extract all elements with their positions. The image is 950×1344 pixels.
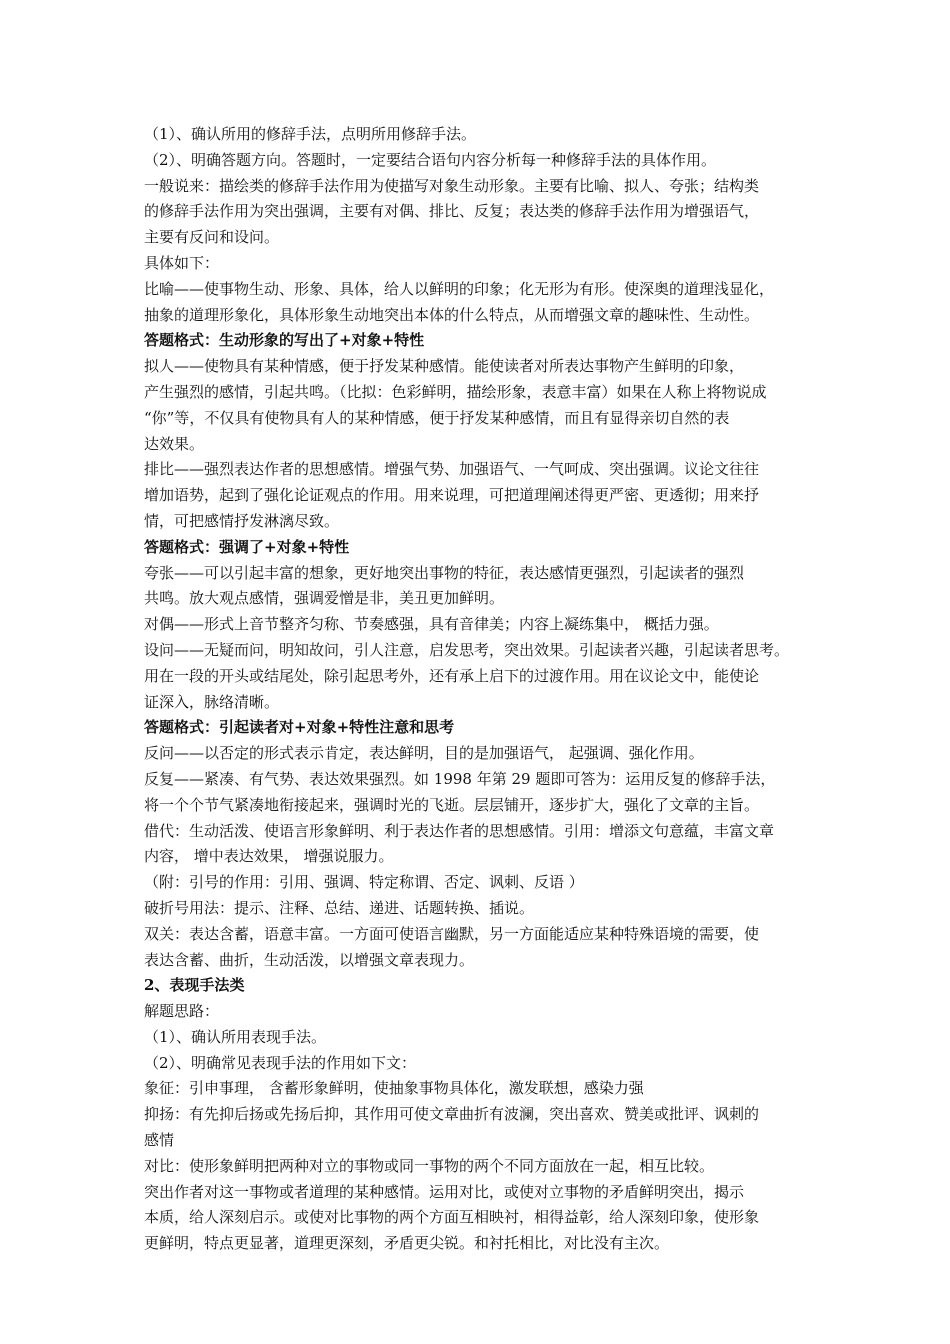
text-line: （1）、确认所用表现手法。 bbox=[144, 1027, 327, 1046]
text-line: 更鲜明，特点更显著，道理更深刻，矛盾更尖锐。和衬托相比，对比没有主次。 bbox=[144, 1234, 670, 1253]
text-line: 抽象的道理形象化，具体形象生动地突出本体的什么特点，从而增强文章的趣味性、生动性。 bbox=[144, 305, 760, 324]
text-line: 达效果。 bbox=[144, 434, 205, 453]
text-line: 主要有反问和设问。 bbox=[144, 228, 280, 247]
text-line: （2）、明确常见表现手法的作用如下文： bbox=[144, 1053, 417, 1072]
text-line: 的修辞手法作用为突出强调，主要有对偶、排比、反复；表达类的修辞手法作用为增强语气， bbox=[144, 202, 760, 221]
text-line: 借代：生动活泼、使语言形象鲜明、利于表达作者的思想感情。引用：增添文句意蕴，丰富文章 bbox=[144, 821, 775, 840]
text-line: 将一个个节气紧凑地衔接起来，强调时光的飞逝。层层铺开，逐步扩大，强化了文章的主旨。 bbox=[144, 795, 760, 814]
text-line: 情，可把感情抒发淋漓尽致。 bbox=[144, 511, 340, 530]
text-line: 反复——紧凑、有气势、表达效果强烈。如 1998 年第 29 题即可答为：运用反复的修辞手法， bbox=[144, 769, 776, 788]
text-line: 解题思路： bbox=[144, 1002, 220, 1021]
text-line: 对比：使形象鲜明把两种对立的事物或同一事物的两个不同方面放在一起，相互比较。 bbox=[144, 1156, 715, 1175]
text-line: （2）、明确答题方向。答题时，一定要结合语句内容分析每一种修辞手法的具体作用。 bbox=[144, 150, 717, 169]
text-line: 比喻——使事物生动、形象、具体，给人以鲜明的印象；化无形为有形。使深奥的道理浅显化， bbox=[144, 279, 775, 298]
text-line: 破折号用法：提示、注释、总结、递进、话题转换、插说。 bbox=[144, 898, 535, 917]
text-line: 双关：表达含蓄，语意丰富。一方面可使语言幽默，另一方面能适应某种特殊语境的需要，使 bbox=[144, 924, 760, 943]
text-line: 表达含蓄、曲折，生动活泼，以增强文章表现力。 bbox=[144, 950, 475, 969]
text-line: 内容， 增中表达效果， 增强说服力。 bbox=[144, 847, 394, 866]
text-line: 抑扬：有先抑后扬或先扬后抑，其作用可使文章曲折有波澜，突出喜欢、赞美或批评、讽刺的 bbox=[144, 1105, 760, 1124]
text-line: 设问——无疑而问，明知故问，引人注意，启发思考，突出效果。引起读者兴趣，引起读者思考。 bbox=[144, 640, 790, 659]
text-line: “你”等，不仅具有使物具有人的某种情感，便于抒发某种感情，而且有显得亲切自然的表 bbox=[144, 408, 730, 427]
text-line: 反问——以否定的形式表示肯定，表达鲜明，目的是加强语气， 起强调、强化作用。 bbox=[144, 744, 704, 763]
text-line: 产生强烈的感情，引起共鸣。（比拟：色彩鲜明，描绘形象，表意丰富）如果在人称上将物说成 bbox=[144, 382, 767, 401]
text-line: （1）、确认所用的修辞手法，点明所用修辞手法。 bbox=[144, 125, 477, 143]
text-line: 象征：引申事理， 含蓄形象鲜明，使抽象事物具体化，激发联想，感染力强 bbox=[144, 1079, 644, 1098]
bold-heading-line: 答题格式：生动形象的写出了+对象+特性 bbox=[144, 331, 425, 350]
text-line: 用在一段的开头或结尾处，除引起思考外，还有承上启下的过渡作用。用在议论文中，能使论 bbox=[144, 666, 760, 685]
bold-heading-line: 答题格式：引起读者对+对象+特性注意和思考 bbox=[144, 718, 455, 737]
text-line: 证深入，脉络清晰。 bbox=[144, 692, 280, 711]
text-line: 夸张——可以引起丰富的想象，更好地突出事物的特征，表达感情更强烈，引起读者的强烈 bbox=[144, 563, 745, 582]
text-line: 拟人——使物具有某种情感，便于抒发某种感情。能使读者对所表达事物产生鲜明的印象， bbox=[144, 357, 745, 376]
text-line: 具体如下： bbox=[144, 253, 220, 272]
text-line: 突出作者对这一事物或者道理的某种感情。运用对比，或使对立事物的矛盾鲜明突出，揭示 bbox=[144, 1182, 745, 1201]
text-line: 共鸣。放大观点感情，强调爱憎是非，美丑更加鲜明。 bbox=[144, 589, 505, 608]
text-line: 对偶——形式上音节整齐匀称、节奏感强，具有音律美；内容上凝练集中， 概括力强。 bbox=[144, 615, 719, 634]
document-page bbox=[144, 122, 824, 1257]
text-line: 增加语势，起到了强化论证观点的作用。用来说理，可把道理阐述得更严密、更透彻；用来抒 bbox=[144, 486, 760, 505]
bold-heading-line: 2、表现手法类 bbox=[144, 976, 245, 995]
text-line: 感情 bbox=[144, 1131, 175, 1150]
bold-heading-line: 答题格式：强调了+对象+特性 bbox=[144, 537, 350, 556]
text-line: 一般说来：描绘类的修辞手法作用为使描写对象生动形象。主要有比喻、拟人、夸张；结构类 bbox=[144, 176, 760, 195]
text-line: 排比——强烈表达作者的思想感情。增强气势、加强语气、一气呵成、突出强调。议论文往往 bbox=[144, 460, 760, 479]
text-line: （附：引号的作用：引用、强调、特定称谓、否定、讽刺、反语 ） bbox=[144, 873, 584, 892]
text-line: 本质，给人深刻启示。或使对比事物的两个方面互相映衬，相得益彰，给人深刻印象，使形象 bbox=[144, 1208, 760, 1227]
